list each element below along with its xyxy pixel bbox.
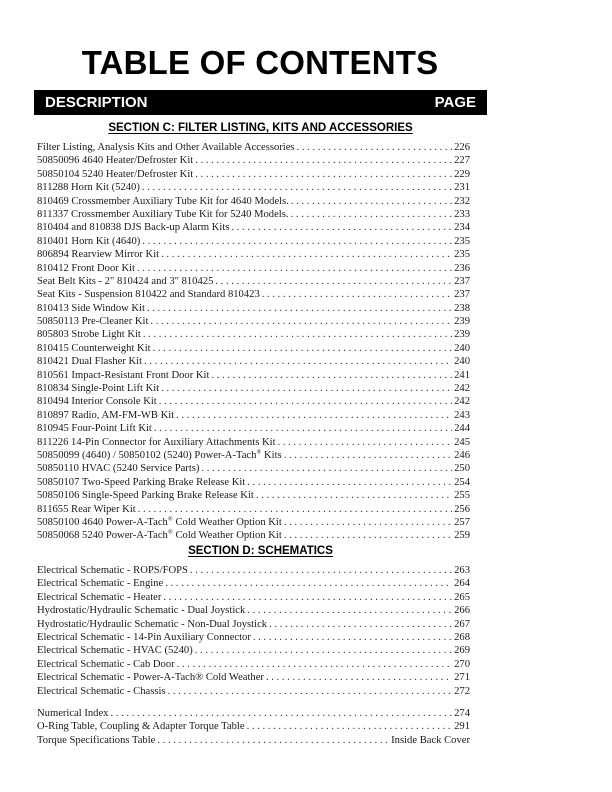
toc-entry[interactable] (37, 315, 470, 328)
toc-entry-page: 246 (454, 449, 470, 461)
toc-entry-page: 257 (454, 516, 470, 528)
dot-leader (291, 208, 453, 221)
dot-leader (266, 671, 452, 684)
toc-entry[interactable] (37, 503, 470, 516)
toc-entry-description: 50850099 (4640) / 50850102 (5240) Power-A-Tach® Kits (37, 448, 282, 461)
dot-leader (284, 529, 452, 542)
toc-entry-description: 50850068 5240 Power-A-Tach® Cold Weather Option Kit (37, 528, 282, 542)
toc-entry-page: 239 (454, 316, 470, 328)
toc-entry-page: 271 (454, 672, 470, 684)
toc-entry-description: Filter Listing, Analysis Kits and Other Available Accessories (37, 142, 295, 153)
toc-entry-description: 806894 Rearview Mirror Kit (37, 249, 160, 261)
toc-entry-description: 810945 Four-Point Lift Kit (37, 423, 152, 435)
toc-entry-page: Inside Back Cover (391, 734, 470, 746)
toc-entry-page: 242 (454, 383, 470, 395)
dot-leader (154, 422, 452, 435)
toc-entry[interactable] (37, 618, 470, 631)
dot-leader (110, 707, 452, 720)
toc-entry-page: 234 (454, 222, 470, 234)
toc-entry[interactable] (37, 382, 470, 395)
toc-entry-description: 810834 Single-Point Lift Kit (37, 383, 160, 395)
toc-entry-page: 236 (454, 262, 470, 274)
toc-entry[interactable] (37, 734, 470, 747)
dot-leader (201, 462, 452, 475)
appendix-list (37, 707, 470, 747)
toc-entry-description: Electrical Schematic - 14-Pin Auxiliary Connector (37, 631, 251, 643)
toc-entry-description: Numerical Index (37, 708, 109, 719)
dot-leader (247, 720, 453, 733)
dot-leader (190, 564, 452, 577)
toc-entry[interactable] (37, 248, 470, 261)
toc-entry-page: 244 (454, 423, 470, 435)
toc-entry[interactable] (37, 720, 470, 733)
toc-entry-page: 235 (454, 249, 470, 261)
section-c-title: SECTION C: FILTER LISTING, KITS AND ACCESSORIES (108, 122, 413, 134)
dot-leader (138, 503, 452, 516)
toc-entry-description: 810469 Crossmember Auxiliary Tube Kit for 4640 Models. (37, 195, 289, 207)
toc-entry-page: 245 (454, 436, 470, 448)
dot-leader (161, 248, 452, 261)
toc-entry[interactable] (37, 476, 470, 489)
dot-leader (177, 658, 452, 671)
dot-leader (159, 395, 452, 408)
toc-entry[interactable] (37, 658, 470, 671)
dot-leader (256, 489, 452, 502)
toc-entry-page: 263 (454, 565, 470, 576)
dot-leader (278, 436, 453, 449)
toc-entry[interactable] (37, 591, 470, 604)
toc-entry-description: Hydrostatic/Hydraulic Schematic - Dual Joystick (37, 605, 246, 617)
toc-entry[interactable] (37, 449, 470, 462)
toc-entry[interactable] (37, 409, 470, 422)
toc-entry-page: 241 (454, 369, 470, 381)
toc-entry-description: Seat Belt Kits - 2" 810424 and 3" 810425 (37, 275, 214, 287)
toc-entry[interactable] (37, 436, 470, 449)
dot-leader (211, 369, 452, 382)
dot-leader (157, 734, 389, 747)
toc-entry-description: 810561 Impact-Resistant Front Door Kit (37, 369, 210, 381)
toc-entry-description: Electrical Schematic - ROPS/FOPS (37, 565, 188, 576)
section-d-list (37, 564, 470, 698)
toc-entry[interactable] (37, 604, 470, 617)
toc-entry[interactable] (37, 489, 470, 502)
toc-entry-description: 811655 Rear Wiper Kit (37, 503, 136, 515)
dot-leader (143, 328, 452, 341)
toc-entry[interactable] (37, 154, 470, 167)
toc-entry-page: 254 (454, 476, 470, 488)
toc-entry-description: Electrical Schematic - Power-A-Tach® Cold Weather (37, 672, 264, 684)
toc-entry[interactable] (37, 195, 470, 208)
toc-entry-page: 240 (454, 342, 470, 354)
toc-entry[interactable] (37, 328, 470, 341)
toc-entry[interactable] (37, 422, 470, 435)
toc-entry-description: Electrical Schematic - Heater (37, 591, 162, 603)
dot-leader (161, 382, 452, 395)
dot-leader (247, 604, 452, 617)
dot-leader (247, 476, 452, 489)
toc-entry[interactable] (37, 631, 470, 644)
toc-entry-description: 810494 Interior Console Kit (37, 396, 157, 408)
toc-entry[interactable] (37, 577, 470, 590)
toc-entry-description: 810413 Side Window Kit (37, 302, 145, 314)
toc-entry-description: 810897 Radio, AM-FM-WB Kit (37, 409, 175, 421)
toc-entry-page: 250 (454, 463, 470, 475)
dot-leader (144, 355, 452, 368)
toc-entry-page: 269 (454, 645, 470, 657)
dot-leader (269, 618, 452, 631)
toc-entry-description: Electrical Schematic - Chassis (37, 685, 166, 697)
toc-entry-page: 268 (454, 631, 470, 643)
toc-entry[interactable] (37, 395, 470, 408)
toc-entry-page: 274 (454, 708, 470, 719)
dot-leader (284, 449, 452, 462)
dot-leader (147, 302, 452, 315)
toc-entry-page: 266 (454, 605, 470, 617)
toc-entry[interactable] (37, 181, 470, 194)
description-column-label: DESCRIPTION (45, 94, 148, 111)
toc-entry-description: 810412 Front Door Kit (37, 262, 135, 274)
dot-leader (168, 685, 453, 698)
toc-entry-page: 231 (454, 182, 470, 194)
toc-entry-description: 810415 Counterweight Kit (37, 342, 151, 354)
toc-entry-description: Electrical Schematic - HVAC (5240) (37, 645, 193, 657)
toc-entry-description: 50850096 4640 Heater/Defroster Kit (37, 155, 194, 167)
toc-entry[interactable] (37, 168, 470, 181)
toc-entry-page: 227 (454, 155, 470, 167)
section-d-title: SECTION D: SCHEMATICS (188, 545, 333, 557)
toc-entry[interactable] (37, 564, 470, 577)
toc-entry-page: 270 (454, 658, 470, 670)
dot-leader (284, 516, 452, 529)
toc-entry-page: 264 (454, 578, 470, 590)
column-header-bar (34, 90, 487, 115)
toc-entry-description: Torque Specifications Table (37, 734, 156, 746)
toc-entry[interactable] (37, 288, 470, 301)
dot-leader (215, 275, 452, 288)
toc-entry-description: 50850107 Two-Speed Parking Brake Release Kit (37, 476, 246, 488)
toc-entry[interactable] (37, 369, 470, 382)
toc-entry-description: 810421 Dual Flasher Kit (37, 356, 143, 368)
toc-entry-description: 810401 Horn Kit (4640) (37, 235, 141, 247)
toc-entry-description: 50850106 Single-Speed Parking Brake Release Kit (37, 490, 254, 502)
toc-entry-page: 226 (454, 142, 470, 153)
toc-entry-page: 229 (454, 168, 470, 180)
dot-leader (262, 288, 452, 301)
toc-entry-description: Hydrostatic/Hydraulic Schematic - Non-Dual Joystick (37, 618, 268, 630)
toc-entry-description: 50850100 4640 Power-A-Tach® Cold Weather Option Kit (37, 515, 282, 528)
toc-entry-page: 240 (454, 356, 470, 368)
toc-entry-description: 811337 Crossmember Auxiliary Tube Kit for 5240 Models. (37, 208, 289, 220)
dot-leader (297, 141, 453, 154)
toc-entry-description: 810404 and 810838 DJS Back-up Alarm Kits (37, 222, 230, 234)
toc-entry-page: 243 (454, 409, 470, 421)
dot-leader (195, 154, 452, 167)
toc-entry[interactable] (37, 355, 470, 368)
page-column-label: PAGE (434, 94, 476, 111)
section-c-list (37, 141, 470, 543)
toc-entry-page: 233 (454, 208, 470, 220)
toc-entry-page: 239 (454, 329, 470, 341)
toc-entry-description: O-Ring Table, Coupling & Adapter Torque Table (37, 721, 245, 733)
toc-entry[interactable] (37, 516, 470, 529)
toc-entry-description: Electrical Schematic - Engine (37, 578, 164, 590)
toc-entry-page: 259 (454, 530, 470, 542)
toc-entry[interactable] (37, 262, 470, 275)
dot-leader (163, 591, 452, 604)
toc-entry-page: 255 (454, 490, 470, 502)
toc-entry-page: 265 (454, 591, 470, 603)
toc-entry[interactable] (37, 208, 470, 221)
dot-leader (150, 315, 452, 328)
toc-entry-description: Electrical Schematic - Cab Door (37, 658, 175, 670)
toc-entry[interactable] (37, 671, 470, 684)
dot-leader (195, 644, 452, 657)
dot-leader (137, 262, 452, 275)
toc-entry[interactable] (37, 462, 470, 475)
toc-entry-description: 811226 14-Pin Connector for Auxiliary Attachments Kit (37, 436, 276, 448)
toc-entry-page: 237 (454, 275, 470, 287)
toc-entry-page: 235 (454, 235, 470, 247)
toc-entry-page: 232 (454, 195, 470, 207)
toc-entry[interactable] (37, 221, 470, 234)
toc-entry-description: 805803 Strobe Light Kit (37, 329, 141, 341)
toc-entry-page: 267 (454, 618, 470, 630)
toc-entry[interactable] (37, 644, 470, 657)
toc-entry-description: Seat Kits - Suspension 810422 and Standard 810423 (37, 289, 260, 301)
toc-entry[interactable] (37, 275, 470, 288)
toc-entry[interactable] (37, 302, 470, 315)
toc-entry-description: 50850113 Pre-Cleaner Kit (37, 316, 149, 328)
dot-leader (142, 181, 452, 194)
toc-entry-page: 242 (454, 396, 470, 408)
dot-leader (231, 221, 452, 234)
toc-entry-description: 50850110 HVAC (5240 Service Parts) (37, 463, 200, 475)
dot-leader (142, 235, 452, 248)
toc-entry-page: 272 (454, 685, 470, 697)
toc-entry[interactable] (37, 141, 470, 154)
page-title: TABLE OF CONTENTS (81, 44, 439, 81)
toc-entry[interactable] (37, 685, 470, 698)
toc-entry[interactable] (37, 707, 470, 720)
toc-entry-page: 238 (454, 302, 470, 314)
dot-leader (165, 577, 452, 590)
toc-entry-page: 237 (454, 289, 470, 301)
toc-entry-description: 811288 Horn Kit (5240) (37, 182, 140, 194)
toc-entry-page: 291 (454, 721, 470, 733)
dot-leader (176, 409, 452, 422)
toc-entry-page: 256 (454, 503, 470, 515)
toc-entry[interactable] (37, 529, 470, 542)
toc-entry-description: 50850104 5240 Heater/Defroster Kit (37, 168, 194, 180)
dot-leader (253, 631, 452, 644)
dot-leader (195, 168, 452, 181)
toc-entry[interactable] (37, 342, 470, 355)
dot-leader (291, 195, 452, 208)
toc-entry[interactable] (37, 235, 470, 248)
dot-leader (153, 342, 453, 355)
